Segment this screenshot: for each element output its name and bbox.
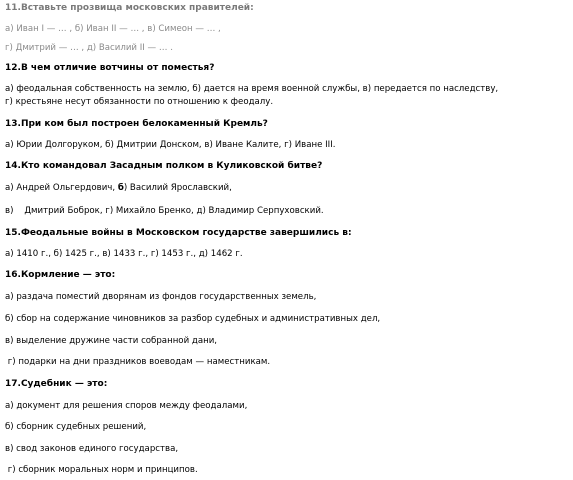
question-11-options-1: а) Иван I — … , б) Иван II — … , в) Симеон — … , [5,24,221,34]
question-17-title: 17.Судебник — это: [5,379,108,389]
question-12-title: 12.В чем отличие вотчины от поместья? [5,63,215,73]
question-16-option-d: г) подарки на дни праздников воеводам — наместникам. [5,357,271,367]
question-11-options-2: г) Дмитрий — … , д) Василий II — … . [5,43,173,53]
question-14-option-b: ) Василий Ярославский, [123,183,232,193]
question-14-option-a: а) Андрей Ольгердович, [5,183,118,193]
question-17-option-b: б) сборник судебных решений, [5,422,147,432]
question-14-options-1 [5,182,569,194]
question-13-title: 13.При ком был построен белокаменный Кремль? [5,119,268,129]
question-14-title: 14.Кто командовал Засадным полком в Куликовской битве? [5,161,323,171]
question-16-option-b: б) сбор на содержание чиновников за разбор судебных и административных дел, [5,314,381,324]
question-13-options: а) Юрии Долгоруком, б) Дмитрии Донском, в) Иване Калите, г) Иване III. [5,140,336,150]
question-16-title: 16.Кормление — это: [5,270,116,280]
question-12-options-2: г) крестьяне несут обязанности по отношению к феодалу. [5,97,274,107]
question-15-options: а) 1410 г., б) 1425 г., в) 1433 г., г) 1453 г., д) 1462 г. [5,249,243,259]
question-15-title: 15.Феодальные войны в Московском государстве завершились в: [5,228,352,238]
question-14-options-2: в) Дмитрий Боброк, г) Михайло Бренко, д) Владимир Серпуховский. [5,206,324,216]
question-14-option-b-letter: б [117,183,124,193]
question-12-options-1: а) феодальная собственность на землю, б) дается на время военной службы, в) передается по наследству, [5,84,499,94]
question-11-title: 11.Вставьте прозвища московских правителей: [5,3,254,13]
question-16-option-a: а) раздача поместий дворянам из фондов государственных земель, [5,292,317,302]
question-17-option-c: в) свод законов единого государства, [5,444,179,454]
question-17-option-d: г) сборник моральных норм и принципов. [5,465,198,475]
question-16-option-c: в) выделение дружине части собранной дани, [5,336,218,346]
question-17-option-a: а) документ для решения споров между феодалами, [5,401,248,411]
